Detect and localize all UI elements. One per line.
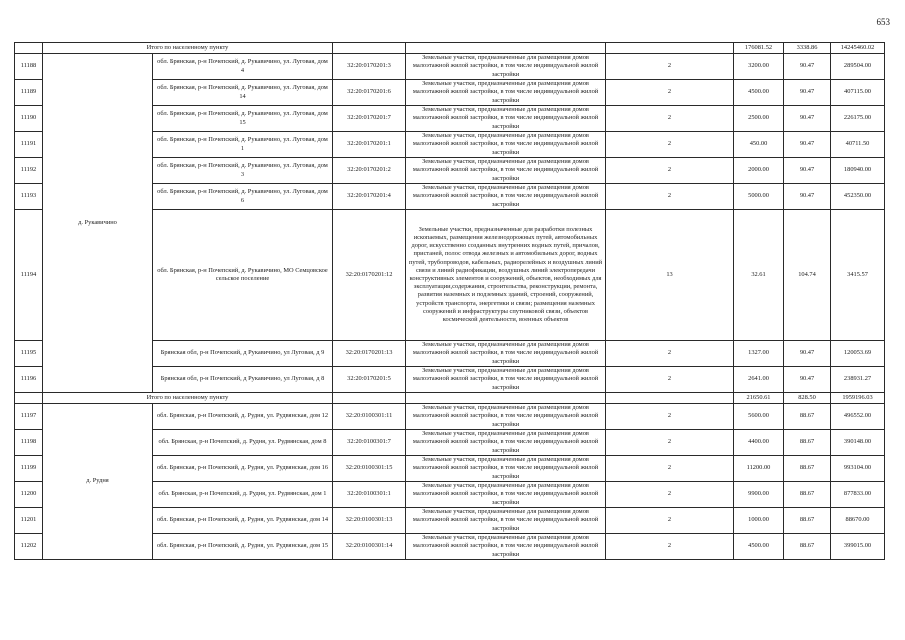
address-cell: обл. Брянская, р-н Почепский, д. Рукавичино, ул. Луговая, дом 15 xyxy=(153,106,333,132)
total-cell: 452350.00 xyxy=(831,184,885,210)
blank-cell xyxy=(606,43,734,54)
area-cell: 2000.00 xyxy=(734,158,784,184)
total-cell: 238931.27 xyxy=(831,367,885,393)
land-use-cell: Земельные участки, предназначенные для размещения домов малоэтажной жилой застройки, в том числе индивидуальной жилой застройки xyxy=(406,158,606,184)
row-number: 11199 xyxy=(15,456,43,482)
land-use-cell: Земельные участки, предназначенные для размещения домов малоэтажной жилой застройки, в том числе индивидуальной жилой застройки xyxy=(406,367,606,393)
row-number: 11193 xyxy=(15,184,43,210)
cadastral-number: 32:20:0170201:1 xyxy=(333,132,406,158)
total-cell: 88670.00 xyxy=(831,508,885,534)
address-cell: обл. Брянская, р-н Почепский, д. Рудня, ул. Рудвянская, дом 12 xyxy=(153,404,333,430)
land-registry-table xyxy=(14,42,885,560)
row-number: 11197 xyxy=(15,404,43,430)
use-code: 2 xyxy=(606,158,734,184)
row-number: 11189 xyxy=(15,80,43,106)
row-number: 11202 xyxy=(15,534,43,560)
address-cell: обл. Брянская, р-н Почепский, д. Рукавичино, ул. Луговая, дом 4 xyxy=(153,54,333,80)
land-use-cell: Земельные участки, предназначенные для разработки полезных ископаемых, размещения железнодорожных путей, автомобильных дорог, искусственно созданных внутренних водных путей, причалов, пристаней, полос отвода железных и автомобильных дорог, водных путей, трубопроводов, кабельных, радиорелейных и воздушных линий связи и линий радиофикации, воздушных линий электропередачи конструктивных элементов и сооружений, объектов, необходимых для эксплуатации,содержания, строительства, реконструкции, ремонта, развития наземных и подземных зданий, строений, сооружений, устройств транспорта, энергетики и связи; размещения наземных сооружений и инфраструктуры спутниковой связи, объектов космической деятельности, военных объектов xyxy=(406,210,606,341)
cadastral-number: 32:20:0170201:7 xyxy=(333,106,406,132)
price-cell: 104.74 xyxy=(784,210,831,341)
land-use-cell: Земельные участки, предназначенные для размещения домов малоэтажной жилой застройки, в том числе индивидуальной жилой застройки xyxy=(406,106,606,132)
row-number: 11200 xyxy=(15,482,43,508)
land-use-cell: Земельные участки, предназначенные для размещения домов малоэтажной жилой застройки, в том числе индивидуальной жилой застройки xyxy=(406,430,606,456)
area-cell: 5600.00 xyxy=(734,404,784,430)
total-cell: 180940.00 xyxy=(831,158,885,184)
total-cell: 407115.00 xyxy=(831,80,885,106)
address-cell: Брянская обл, р-н Почепский, д Рукавичино, ул Луговая, д 9 xyxy=(153,341,333,367)
registry-body xyxy=(15,43,885,560)
price-cell: 88.67 xyxy=(784,404,831,430)
row-number: 11201 xyxy=(15,508,43,534)
address-cell: обл. Брянская, р-н Почепский, д. Рудня, ул. Рудвянская, дом 15 xyxy=(153,534,333,560)
address-cell: обл. Брянская, р-н Почепский, д. Рудня, ул. Рудвянская, дом 16 xyxy=(153,456,333,482)
land-use-cell: Земельные участки, предназначенные для размещения домов малоэтажной жилой застройки, в том числе индивидуальной жилой застройки xyxy=(406,132,606,158)
area-cell: 2641.00 xyxy=(734,367,784,393)
cadastral-number: 32:20:0170201:12 xyxy=(333,210,406,341)
area-cell: 4500.00 xyxy=(734,534,784,560)
address-cell: обл. Брянская, р-н Почепский, д. Рукавичино, ул. Луговая, дом 1 xyxy=(153,132,333,158)
address-cell: Брянская обл, р-н Почепский, д Рукавичино, ул Луговая, д 8 xyxy=(153,367,333,393)
blank-cell xyxy=(15,393,43,404)
subtotal-area: 176081.52 xyxy=(734,43,784,54)
row-number: 11195 xyxy=(15,341,43,367)
address-cell: обл. Брянская, р-н Почепский, д. Рудня, ул. Рудвянская, дом 1 xyxy=(153,482,333,508)
total-cell: 993104.00 xyxy=(831,456,885,482)
area-cell: 32.61 xyxy=(734,210,784,341)
blank-cell xyxy=(406,393,606,404)
place-name: д. Рукавичино xyxy=(43,54,153,393)
use-code: 2 xyxy=(606,430,734,456)
subtotal-row xyxy=(15,43,885,54)
land-use-cell: Земельные участки, предназначенные для размещения домов малоэтажной жилой застройки, в том числе индивидуальной жилой застройки xyxy=(406,184,606,210)
row-number: 11196 xyxy=(15,367,43,393)
area-cell: 4400.00 xyxy=(734,430,784,456)
cadastral-number: 32:20:0170201:4 xyxy=(333,184,406,210)
page-number: 653 xyxy=(876,17,890,27)
row-number: 11191 xyxy=(15,132,43,158)
row-number: 11194 xyxy=(15,210,43,341)
cadastral-number: 32:20:0170201:6 xyxy=(333,80,406,106)
price-cell: 90.47 xyxy=(784,80,831,106)
total-cell: 390148.00 xyxy=(831,430,885,456)
price-cell: 88.67 xyxy=(784,534,831,560)
cadastral-number: 32:20:0170201:3 xyxy=(333,54,406,80)
use-code: 2 xyxy=(606,132,734,158)
blank-cell xyxy=(333,393,406,404)
row-number: 11190 xyxy=(15,106,43,132)
use-code: 2 xyxy=(606,482,734,508)
land-use-cell: Земельные участки, предназначенные для размещения домов малоэтажной жилой застройки, в том числе индивидуальной жилой застройки xyxy=(406,456,606,482)
cadastral-number: 32:20:0170201:5 xyxy=(333,367,406,393)
price-cell: 90.47 xyxy=(784,54,831,80)
area-cell: 2500.00 xyxy=(734,106,784,132)
subtotal-label: Итого по населенному пункту xyxy=(43,43,333,54)
land-use-cell: Земельные участки, предназначенные для размещения домов малоэтажной жилой застройки, в том числе индивидуальной жилой застройки xyxy=(406,404,606,430)
subtotal-label: Итого по населенному пункту xyxy=(43,393,333,404)
cadastral-number: 32:20:0100301:1 xyxy=(333,482,406,508)
blank-cell xyxy=(15,43,43,54)
address-cell: обл. Брянская, р-н Почепский, д. Рукавичино, ул. Луговая, дом 6 xyxy=(153,184,333,210)
cadastral-number: 32:20:0100301:13 xyxy=(333,508,406,534)
cadastral-number: 32:20:0100301:11 xyxy=(333,404,406,430)
total-cell: 399015.00 xyxy=(831,534,885,560)
area-cell: 11200.00 xyxy=(734,456,784,482)
use-code: 2 xyxy=(606,106,734,132)
price-cell: 90.47 xyxy=(784,132,831,158)
land-use-cell: Земельные участки, предназначенные для размещения домов малоэтажной жилой застройки, в том числе индивидуальной жилой застройки xyxy=(406,534,606,560)
row-number: 11198 xyxy=(15,430,43,456)
total-cell: 3415.57 xyxy=(831,210,885,341)
blank-cell xyxy=(406,43,606,54)
price-cell: 88.67 xyxy=(784,482,831,508)
use-code: 2 xyxy=(606,456,734,482)
use-code: 2 xyxy=(606,508,734,534)
subtotal-row xyxy=(15,393,885,404)
price-cell: 90.47 xyxy=(784,184,831,210)
address-cell: обл. Брянская, р-н Почепский, д. Рукавичино, ул. Луговая, дом 14 xyxy=(153,80,333,106)
land-use-cell: Земельные участки, предназначенные для размещения домов малоэтажной жилой застройки, в том числе индивидуальной жилой застройки xyxy=(406,80,606,106)
use-code: 2 xyxy=(606,367,734,393)
price-cell: 90.47 xyxy=(784,106,831,132)
subtotal-area: 21650.61 xyxy=(734,393,784,404)
land-use-cell: Земельные участки, предназначенные для размещения домов малоэтажной жилой застройки, в том числе индивидуальной жилой застройки xyxy=(406,508,606,534)
price-cell: 90.47 xyxy=(784,367,831,393)
area-cell: 5000.00 xyxy=(734,184,784,210)
total-cell: 120053.69 xyxy=(831,341,885,367)
total-cell: 289504.00 xyxy=(831,54,885,80)
use-code: 2 xyxy=(606,80,734,106)
cadastral-number: 32:20:0100301:15 xyxy=(333,456,406,482)
price-cell: 90.47 xyxy=(784,341,831,367)
price-cell: 90.47 xyxy=(784,158,831,184)
area-cell: 9900.00 xyxy=(734,482,784,508)
use-code: 2 xyxy=(606,341,734,367)
table-row xyxy=(15,54,885,80)
area-cell: 1000.00 xyxy=(734,508,784,534)
subtotal-price: 828.50 xyxy=(784,393,831,404)
subtotal-total: 1959196.03 xyxy=(831,393,885,404)
use-code: 2 xyxy=(606,184,734,210)
blank-cell xyxy=(606,393,734,404)
land-use-cell: Земельные участки, предназначенные для размещения домов малоэтажной жилой застройки, в том числе индивидуальной жилой застройки xyxy=(406,341,606,367)
row-number: 11188 xyxy=(15,54,43,80)
address-cell: обл. Брянская, р-н Почепский, д. Рудня, ул. Рудвянская, дом 14 xyxy=(153,508,333,534)
use-code: 2 xyxy=(606,54,734,80)
cadastral-number: 32:20:0100301:14 xyxy=(333,534,406,560)
subtotal-price: 3338.86 xyxy=(784,43,831,54)
cadastral-number: 32:20:0170201:2 xyxy=(333,158,406,184)
area-cell: 1327.00 xyxy=(734,341,784,367)
area-cell: 4500.00 xyxy=(734,80,784,106)
price-cell: 88.67 xyxy=(784,508,831,534)
total-cell: 496552.00 xyxy=(831,404,885,430)
total-cell: 226175.00 xyxy=(831,106,885,132)
area-cell: 3200.00 xyxy=(734,54,784,80)
subtotal-total: 14245460.02 xyxy=(831,43,885,54)
place-name: д. Рудня xyxy=(43,404,153,560)
address-cell: обл. Брянская, р-н Почепский, д. Рукавичино, МО Семцовское сельское поселение xyxy=(153,210,333,341)
use-code: 2 xyxy=(606,404,734,430)
address-cell: обл. Брянская, р-н Почепский, д. Рудня, ул. Рудвянская, дом 8 xyxy=(153,430,333,456)
use-code: 13 xyxy=(606,210,734,341)
land-use-cell: Земельные участки, предназначенные для размещения домов малоэтажной жилой застройки, в том числе индивидуальной жилой застройки xyxy=(406,54,606,80)
total-cell: 877833.00 xyxy=(831,482,885,508)
cadastral-number: 32:20:0170201:13 xyxy=(333,341,406,367)
table-row xyxy=(15,404,885,430)
land-use-cell: Земельные участки, предназначенные для размещения домов малоэтажной жилой застройки, в том числе индивидуальной жилой застройки xyxy=(406,482,606,508)
price-cell: 88.67 xyxy=(784,430,831,456)
row-number: 11192 xyxy=(15,158,43,184)
total-cell: 40711.50 xyxy=(831,132,885,158)
area-cell: 450.00 xyxy=(734,132,784,158)
price-cell: 88.67 xyxy=(784,456,831,482)
address-cell: обл. Брянская, р-н Почепский, д. Рукавичино, ул. Луговая, дом 3 xyxy=(153,158,333,184)
use-code: 2 xyxy=(606,534,734,560)
cadastral-number: 32:20:0100301:7 xyxy=(333,430,406,456)
blank-cell xyxy=(333,43,406,54)
